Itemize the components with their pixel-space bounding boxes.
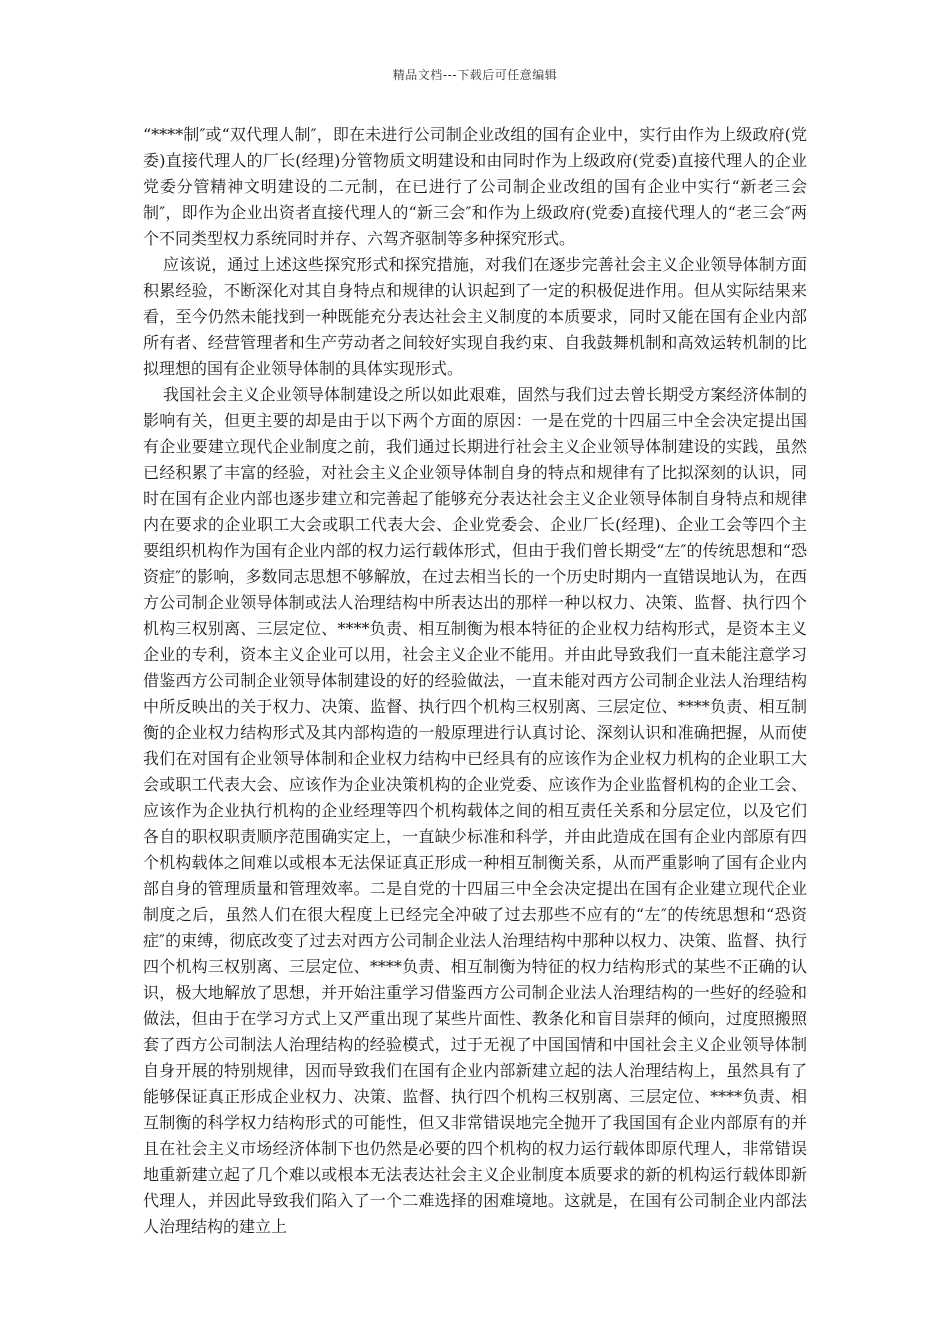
paragraph-3: 我国社会主义企业领导体制建设之所以如此艰难，固然与我们过去曾长期受方案经济体制的影响有关，但更主要的却是由于以下两个方面的原因：一是在党的十四届三中全会决定提出国有企业要建立现代企业制度之前，我们通过长期进行社会主义企业领导体制建设的实践，虽然已经积累了丰富的经验，对社会主义企业领导体制自身的特点和规律有了比拟深刻的认识，同时在国有企业内部也逐步建立和完善起了能够充分表达社会主义企业领导体制自身特点和规律内在要求的企业职工大会或职工代表大会、企业党委会、企业厂长(经理)、企业工会等四个主要组织机构作为国有企业内部的权力运行载体形式，但由于我们曾长期受“左″的传统思想和“恐资症″的影响，多数同志思想不够解放，在过去相当长的一个历史时期内一直错误地认为，在西方公司制企业领导体制或法人治理结构中所表达出的那样一种以权力、决策、监督、执行四个机构三权别离、三层定位、****负责、相互制衡为根本特征的企业权力结构形式，是资本主义企业的专利，资本主义企业可以用，社会主义企业不能用。并由此导致我们一直未能注意学习借鉴西方公司制企业领导体制建设的好的经验做法，一直未能对西方公司制企业法人治理结构中所反映出的关于权力、决策、监督、执行四个机构三权别离、三层定位、****负责、相互制衡的企业权力结构形式及其内部构造的一般原理进行认真讨论、深刻认识和准确把握，从而使我们在对国有企业领导体制和企业权力结构中已经具有的应该作为企业权力机构的企业职工大会或职工代表大会、应该作为企业决策机构的企业党委、应该作为企业监督机构的企业工会、应该作为企业执行机构的企业经理等四个机构载体之间的相互责任关系和分层定位，以及它们各自的职权职责顺序范围确实定上，一直缺少标准和科学，并由此造成在国有企业内部原有四个机构载体之间难以或根本无法保证真正形成一种相互制衡关系，从而严重影响了国有企业内部自身的管理质量和管理效率。二是自党的十四届三中全会决定提出在国有企业建立现代企业制度之后，虽然人们在很大程度上已经完全冲破了过去那些不应有的“左″的传统思想和“恐资症″的束缚，彻底改变了过去对西方公司制企业法人治理结构中那种以权力、决策、监督、执行四个机构三权别离、三层定位、****负责、相互制衡为特征的权力结构形式的某些不正确的认识，极大地解放了思想，并开始注重学习借鉴西方公司制企业法人治理结构的一些好的经验和做法，但由于在学习方式上又严重出现了某些片面性、教条化和盲目崇拜的倾向，过度照搬照套了西方公司制法人治理结构的经验模式，过于无视了中国国情和中国社会主义企业领导体制自身开展的特别规律，因而导致我们在国有企业内部新建立起的法人治理结构上，虽然具有了能够保证真正形成企业权力、决策、监督、执行四个机构三权别离、三层定位、****负责、相互制衡的科学权力结构形式的可能性，但又非常错误地完全抛开了我国国有企业内部原有的并且在社会主义市场经济体制下也仍然是必要的四个机构的权力运行载体即原代理人，非常错误地重新建立起了几个难以或根本无法表达社会主义企业制度本质要求的新的机构运行载体即新代理人，并因此导致我们陷入了一个二难选择的困难境地。这就是，在国有公司制企业内部法人治理结构的建立上 xyxy=(143,385,807,1236)
paragraph-2: 应该说，通过上述这些探究形式和探究措施，对我们在逐步完善社会主义企业领导体制方面积累经验，不断深化对其自身特点和规律的认识起到了一定的积极促进作用。但从实际结果来看，至今仍然未能找到一种既能充分表达社会主义制度的本质要求，同时又能在国有企业内部所有者、经营管理者和生产劳动者之间较好实现自我约束、自我鼓舞机制和高效运转机制的比拟理想的国有企业领导体制的具体实现形式。 xyxy=(143,255,807,378)
document-body xyxy=(143,122,807,1240)
paragraph-1: “****制″或“双代理人制″，即在未进行公司制企业改组的国有企业中，实行由作为上级政府(党委)直接代理人的厂长(经理)分管物质文明建设和由同时作为上级政府(党委)直接代理人的企业党委分管精神文明建设的二元制，在已进行了公司制企业改组的国有企业中实行“新老三会制″，即作为企业出资者直接代理人的“新三会″和作为上级政府(党委)直接代理人的“老三会″两个不同类型权力系统同时并存、六驾齐驱制等多种探究形式。 xyxy=(143,125,807,248)
page-header: 精品文档---下载后可任意编辑 xyxy=(392,68,558,82)
